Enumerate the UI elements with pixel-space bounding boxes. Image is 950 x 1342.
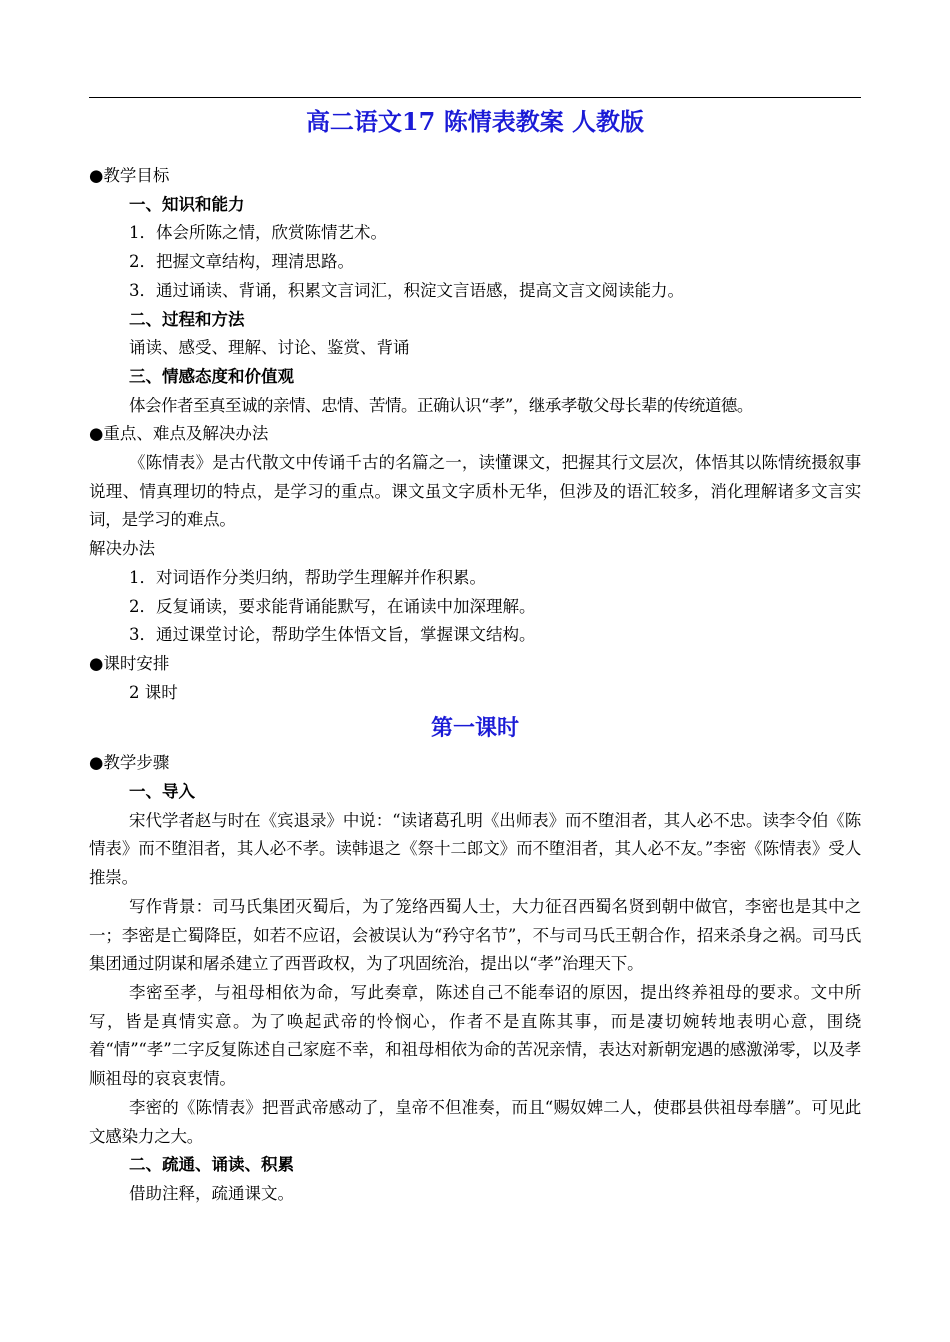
values-heading: 三、情感态度和价值观 (129, 366, 294, 386)
process-method-heading: 二、过程和方法 (129, 309, 245, 329)
steps-heading: ●教学步骤 (89, 753, 170, 773)
intro-paragraph-4: 李密的《陈情表》把晋武帝感动了，皇帝不但准奏，而且“赐奴婢二人，使郡县供祖母奉膳”。可见此文感染力之大。 (89, 1097, 861, 1146)
objective-item-3: 3．通过诵读、背诵，积累文言词汇，积淀文言语感，提高文言文阅读能力。 (129, 280, 684, 300)
solution-heading: 解决办法 (89, 539, 155, 559)
solution-item-2: 2．反复诵读，要求能背诵能默写，在诵读中加深理解。 (129, 596, 536, 616)
header-rule (89, 97, 861, 98)
focus-heading: ●重点、难点及解决办法 (89, 424, 269, 444)
intro-paragraph-3: 李密至孝，与祖母相依为命，写此奏章，陈述自己不能奉诏的原因，提出终养祖母的要求。文中所写，皆是真情实意。为了唤起武帝的怜悯心，作者不是直陈其事，而是凄切婉转地表明心意，围绕着“情”“孝”二字反复陈述自己家庭不幸，和祖母相依为命的苦况亲情，表达对新朝宠遇的感激涕零，以及孝顺祖母的哀哀衷情。 (89, 982, 861, 1089)
intro-paragraph-2: 写作背景：司马氏集团灭蜀后，为了笼络西蜀人士，大力征召西蜀名贤到朝中做官，李密也是其中之一；李密是亡蜀降臣，如若不应诏，会被误认为“矜守名节”，不与司马氏王朝合作，招来杀身之祸。司马氏集团通过阴谋和屠杀建立了西晋政权，为了巩固统治，提出以“孝”治理天下。 (89, 896, 861, 974)
methods-text: 诵读、感受、理解、讨论、鉴赏、背诵 (129, 338, 410, 358)
objectives-heading: ●教学目标 (89, 166, 170, 185)
objective-item-2: 2．把握文章结构，理清思路。 (129, 252, 354, 272)
focus-paragraph: 《陈情表》是古代散文中传诵千古的名篇之一，读懂课文，把握其行文层次，体悟其以陈情统摄叙事说理、情真理切的特点，是学习的重点。课文虽文字质朴无华，但涉及的语汇较多，消化理解诸多文言实词，是学习的难点。 (89, 453, 861, 530)
intro-heading: 一、导入 (129, 782, 195, 802)
knowledge-ability-heading: 一、知识和能力 (129, 194, 245, 214)
solution-item-1: 1．对词语作分类归纳，帮助学生理解并作积累。 (129, 567, 486, 587)
study-text: 借助注释，疏通课文。 (129, 1183, 294, 1203)
values-text: 体会作者至真至诚的亲情、忠情、苦情。正确认识“孝”，继承孝敬父母长辈的传统道德。 (129, 395, 753, 415)
page-title: 高二语文17 陈情表教案 人教版 (305, 107, 645, 136)
document-page (89, 97, 861, 1209)
schedule-heading: ●课时安排 (89, 653, 170, 673)
solution-item-3: 3．通过课堂讨论，帮助学生体悟文旨，掌握课文结构。 (129, 625, 536, 645)
session-title: 第一课时 (430, 715, 519, 742)
study-heading: 二、疏通、诵读、积累 (129, 1155, 294, 1175)
intro-paragraph-1: 宋代学者赵与时在《宾退录》中说：“读诸葛孔明《出师表》而不堕泪者，其人必不忠。读李令伯《陈情表》而不堕泪者，其人必不孝。读韩退之《祭十二郎文》而不堕泪者，其人必不友。”李密《陈情表》受人推崇。 (89, 810, 861, 888)
schedule-value: 2 课时 (129, 682, 178, 702)
objective-item-1: 1．体会所陈之情，欣赏陈情艺术。 (129, 223, 387, 243)
